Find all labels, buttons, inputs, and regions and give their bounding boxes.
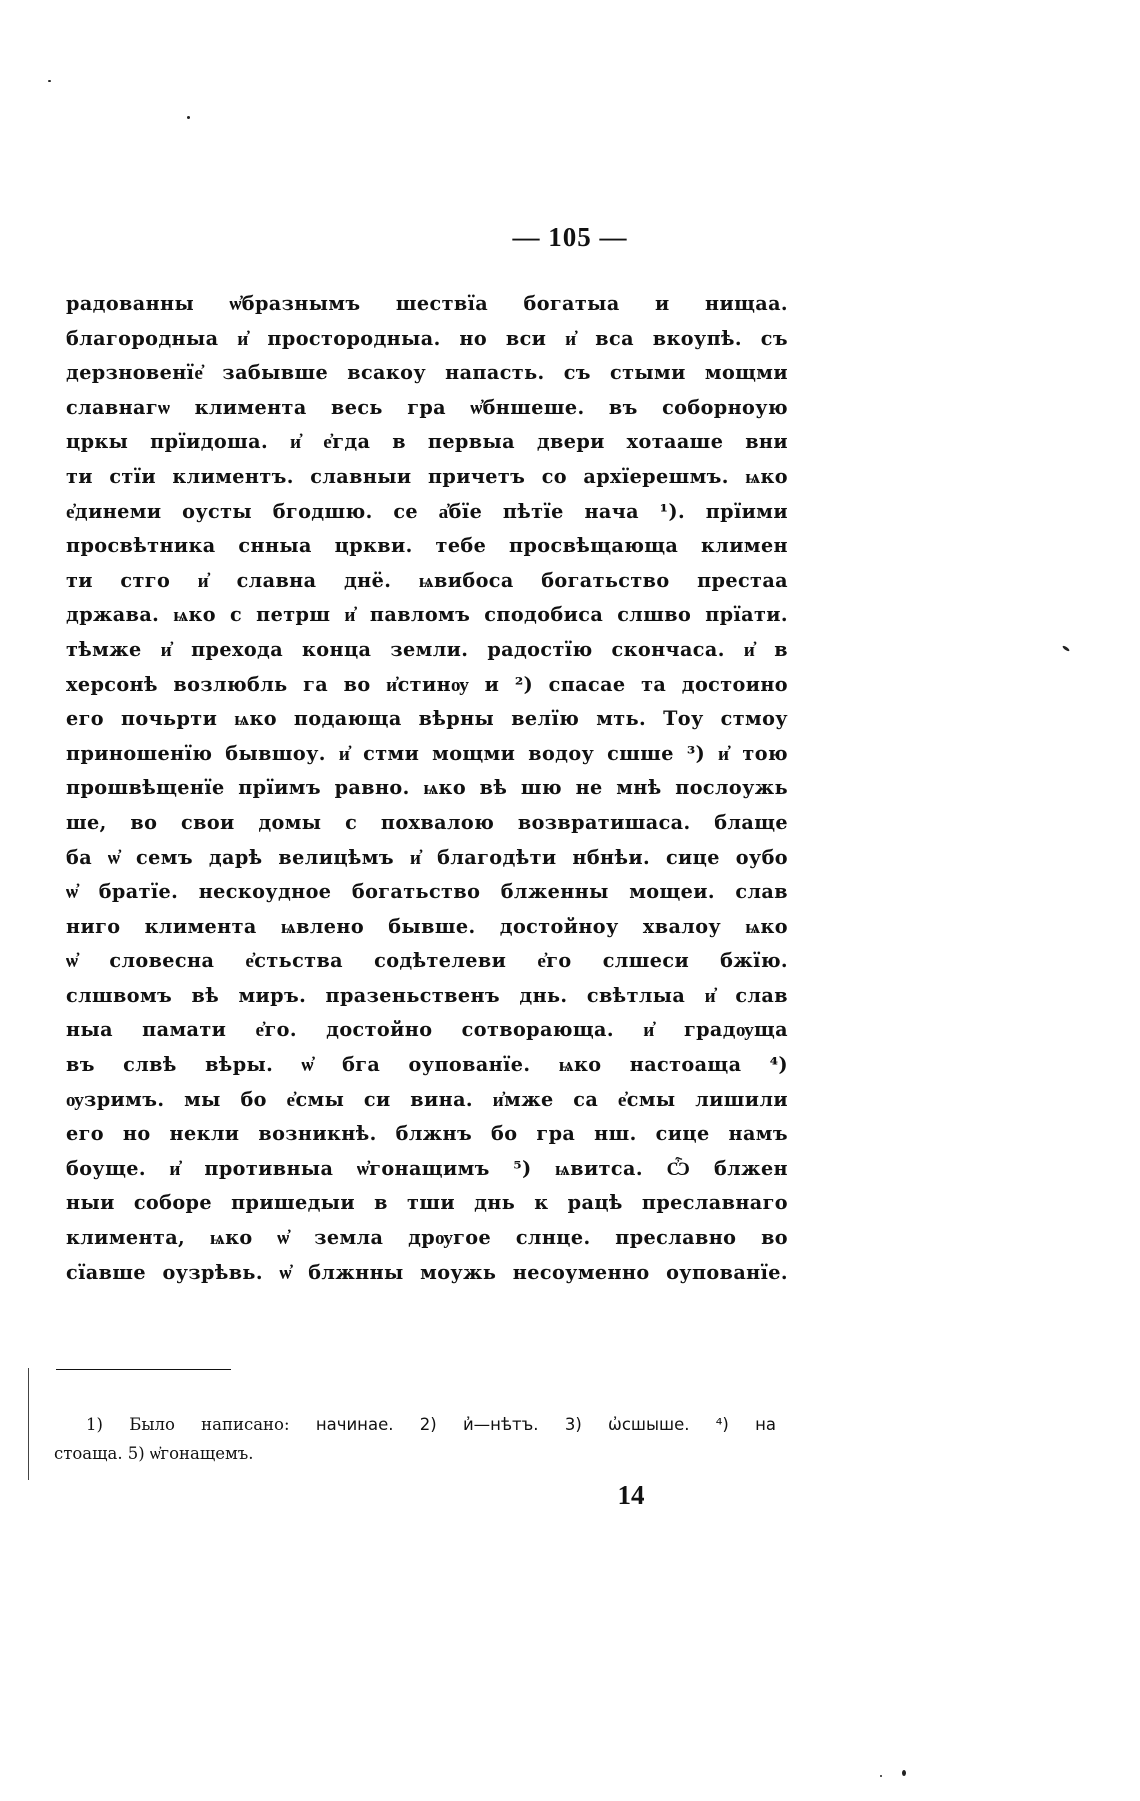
- text-line: ныа памати е҆го. достойно сотворающа. и҆ градѹща: [66, 1018, 788, 1042]
- text-line: просвѣтника снныа цркви. тебе просвѣщающа климен: [66, 534, 788, 558]
- text-line: радованны ѡ҆бразнымъ шествїа богатыа и нищаа.: [66, 292, 788, 315]
- text-line: прошвѣщенїе прїимъ равно. ѩко вѣ шю не мнѣ послоужь: [66, 776, 788, 800]
- footnotes: [54, 1410, 786, 1468]
- text-line: благородныа и҆ простородныа. но вси и҆ вса вкоупѣ. съ: [66, 326, 788, 350]
- footnote-text: 1) Было написано:: [86, 1415, 316, 1434]
- text-line: е҆динеми оусты бгодшю. се а҆бїе пѣтїе нача ¹). прїими: [66, 499, 788, 523]
- text-line: его почьрти ѩко подающа вѣрны велїю мть. Тоу стмоу: [66, 707, 788, 731]
- text-line: херсонѣ возлюбль га во и҆стинѹ и ²) спасае та достоино: [66, 672, 788, 696]
- text-line: боуще. и҆ противныа ѡ҆гонащимъ ⁵) ѩвитса. Ѽ блжен: [66, 1156, 788, 1180]
- margin-line: [28, 1368, 29, 1480]
- text-line: славнагѡ климента весь гра ѡ҆бншеше. въ соборноую: [66, 395, 788, 419]
- scan-speck: [48, 80, 51, 82]
- footnote-text: начинае. 2) и҆—нѣтъ. 3) ѡ҆сшыше. ⁴) на: [315, 1415, 777, 1434]
- text-line: тѣмже и҆ прехода конца земли. радостїю скончаса. и҆ в: [66, 637, 788, 661]
- text-line: држава. ѩко с петрш и҆ павломъ сподобиса слшво прїати.: [66, 603, 788, 627]
- text-line: ба ѡ҆ семъ дарѣ велицѣмъ и҆ благодѣти нбнѣи. сице оубо: [66, 845, 788, 869]
- body-text: [66, 287, 788, 1290]
- text-line: ти стїи климентъ. славныи причетъ со архїерешмъ. ѩко: [66, 464, 788, 488]
- text-line: ше, во свои домы с похвалою возвратишаса. блаще: [66, 810, 788, 834]
- text-line: ѡ҆ словесна е҆стьства содѣтелеви е҆го слшеси бжїю.: [66, 949, 788, 973]
- scan-speck: [880, 1775, 882, 1777]
- signature-mark: 14: [617, 1480, 645, 1510]
- text-line: ниго климента ѩвлено бывше. достойноу хвалоу ѩко: [66, 914, 788, 938]
- text-line: климента, ѩко ѡ҆ земла дрѹгое слнце. преславно во: [66, 1226, 788, 1250]
- scan-speck: [1062, 645, 1070, 652]
- text-line: ти стго и҆ славна днё. ѩвибоса богатьство престаа: [66, 568, 788, 592]
- text-line: ѡ҆ братїе. нескоудное богатьство блженны мощеи. слав: [66, 880, 788, 904]
- text-line: слшвомъ вѣ миръ. празеньственъ днь. свѣтлыа и҆ слав: [66, 983, 788, 1007]
- text-line: дерзновенїе҆ забывше всакоу напасть. съ стыми мощми: [66, 361, 788, 385]
- text-line: цркы прїидоша. и҆ е҆гда в первыа двери хотааше вни: [66, 430, 788, 454]
- footnote-text: стоаща. 5) ѡ҆гонащемъ.: [54, 1444, 254, 1463]
- footnote-line: [86, 1410, 776, 1439]
- text-line: сїавше оузрѣвь. ѡ҆ блжнны моужь несоуменно оупованїе.: [66, 1260, 788, 1284]
- scan-speck: [187, 116, 190, 119]
- text-line: въ слвѣ вѣры. ѡ҆ бга оупованїе. ѩко настоаща ⁴): [66, 1053, 788, 1077]
- scan-speck: [902, 1770, 906, 1776]
- text-line: ныи соборе пришедыи в тши днь к рацѣ преславнаго: [66, 1191, 788, 1215]
- page-number-header: — 105 —: [512, 222, 628, 252]
- footnote-divider: [56, 1369, 231, 1370]
- text-line: приношенїю бывшоу. и҆ стми мощми водоу сшше ³) и҆ тою: [66, 741, 788, 765]
- text-line: ѹзримъ. мы бо е҆смы си вина. и҆мже са е҆смы лишили: [66, 1087, 788, 1111]
- text-line: его но некли возникнѣ. блжнъ бо гра нш. сице намъ: [66, 1122, 788, 1146]
- footnote-line: [54, 1439, 786, 1468]
